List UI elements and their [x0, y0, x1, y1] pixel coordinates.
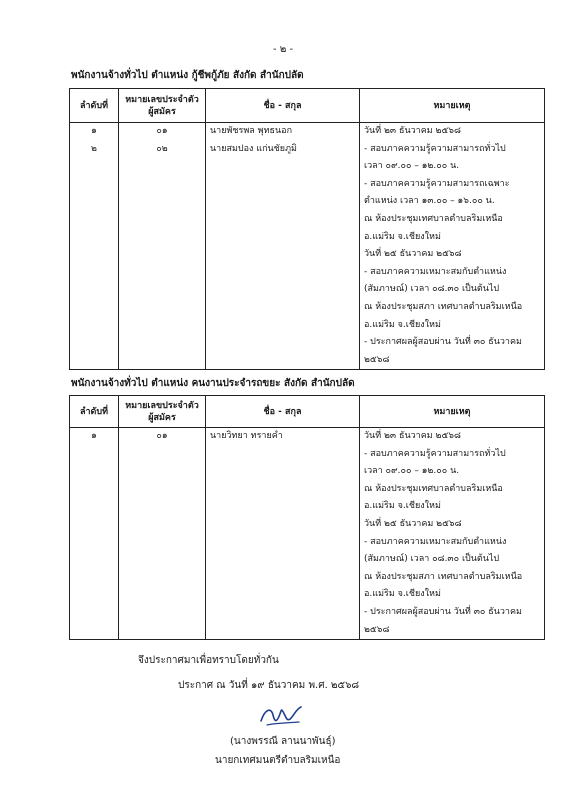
col-header-applicant-id: หมายเลขประจำตัว ผู้สมัคร	[119, 396, 206, 428]
table-row	[70, 123, 545, 370]
announcement-text: จึงประกาศมาเพื่อทราบโดยทั่วกัน	[138, 655, 279, 666]
col-header-no: ลำดับที่	[70, 89, 119, 123]
cell-no: ๑	[70, 428, 119, 640]
cell-remarks: วันที่ ๒๓ ธันวาคม ๒๕๖๘ - สอบภาคความรู้ความสามารถทั่วไป เวลา ๐๙.๐๐ – ๑๒.๐๐ น. - สอบภาคความรู้ความสามารถเฉพาะ ตำแหน่ง เวลา ๑๓.๐๐ – ๑๖.๐๐ น. ณ ห้องประชุมเทศบาลตำบลริมเหนือ อ.แม่ริม จ.เชียงใหม่ วันที่ ๒๕ ธันวาคม ๒๕๖๘ - สอบภาคความเหมาะสมกับตำแหน่ง (สัมภาษณ์) เวลา ๐๘.๓๐ เป็นต้นไป ณ ห้องประชุมสภา เทศบาลตำบลริมเหนือ อ.แม่ริม จ.เชียงใหม่ - ประกาศผลผู้สอบผ่าน วันที่ ๓๐ ธันวาคม ๒๕๖๘	[360, 123, 545, 370]
signatory-name: (นางพรรณี ลานนาพันธุ์)	[230, 736, 336, 747]
page-number: - ๒ -	[272, 44, 294, 55]
cell-remarks: วันที่ ๒๓ ธันวาคม ๒๕๖๘ - สอบภาคความรู้ความสามารถทั่วไป เวลา ๐๙.๐๐ – ๑๒.๐๐ น. ณ ห้องประชุมเทศบาลตำบลริมเหนือ อ.แม่ริม จ.เชียงใหม่ วันที่ ๒๕ ธันวาคม ๒๕๖๘ - สอบภาคความเหมาะสมกับตำแหน่ง (สัมภาษณ์) เวลา ๐๘.๓๐ เป็นต้นไป ณ ห้องประชุมสภา เทศบาลตำบลริมเหนือ อ.แม่ริม จ.เชียงใหม่ - ประกาศผลผู้สอบผ่าน วันที่ ๓๐ ธันวาคม ๒๕๖๘	[360, 428, 545, 640]
col-header-remarks: หมายเหตุ	[360, 89, 545, 123]
col-header-remarks: หมายเหตุ	[360, 396, 545, 428]
cell-applicant-id: ๐๑ ๐๒	[119, 123, 206, 370]
cell-no: ๑ ๒	[70, 123, 119, 370]
cell-name: นายพัชรพล พุทธนอก นายสมปอง แก่นชัยภูมิ	[206, 123, 360, 370]
section-heading-garbage-truck: พนักงานจ้างทั่วไป ตำแหน่ง คนงานประจำรถขยะ สังกัด สำนักปลัด	[71, 378, 355, 389]
signature-mark	[257, 703, 307, 731]
section-heading-rescue: พนักงานจ้างทั่วไป ตำแหน่ง กู้ชีพกู้ภัย สังกัด สำนักปลัด	[71, 70, 304, 81]
col-header-name: ชื่อ - สกุล	[206, 396, 360, 428]
col-header-no: ลำดับที่	[70, 396, 119, 428]
signatory-title: นายกเทศมนตรีตำบลริมเหนือ	[215, 755, 341, 766]
cell-applicant-id: ๐๑	[119, 428, 206, 640]
cell-name: นายวิทยา ทรายคำ	[206, 428, 360, 640]
applicant-table-garbage-truck	[69, 395, 545, 640]
table-row	[70, 428, 545, 640]
col-header-name: ชื่อ - สกุล	[206, 89, 360, 123]
table-header-row	[70, 89, 545, 123]
col-header-applicant-id: หมายเลขประจำตัว ผู้สมัคร	[119, 89, 206, 123]
applicant-table-rescue	[69, 88, 545, 370]
announcement-date: ประกาศ ณ วันที่ ๑๙ ธันวาคม พ.ศ. ๒๕๖๘	[178, 680, 360, 691]
table-header-row	[70, 396, 545, 428]
